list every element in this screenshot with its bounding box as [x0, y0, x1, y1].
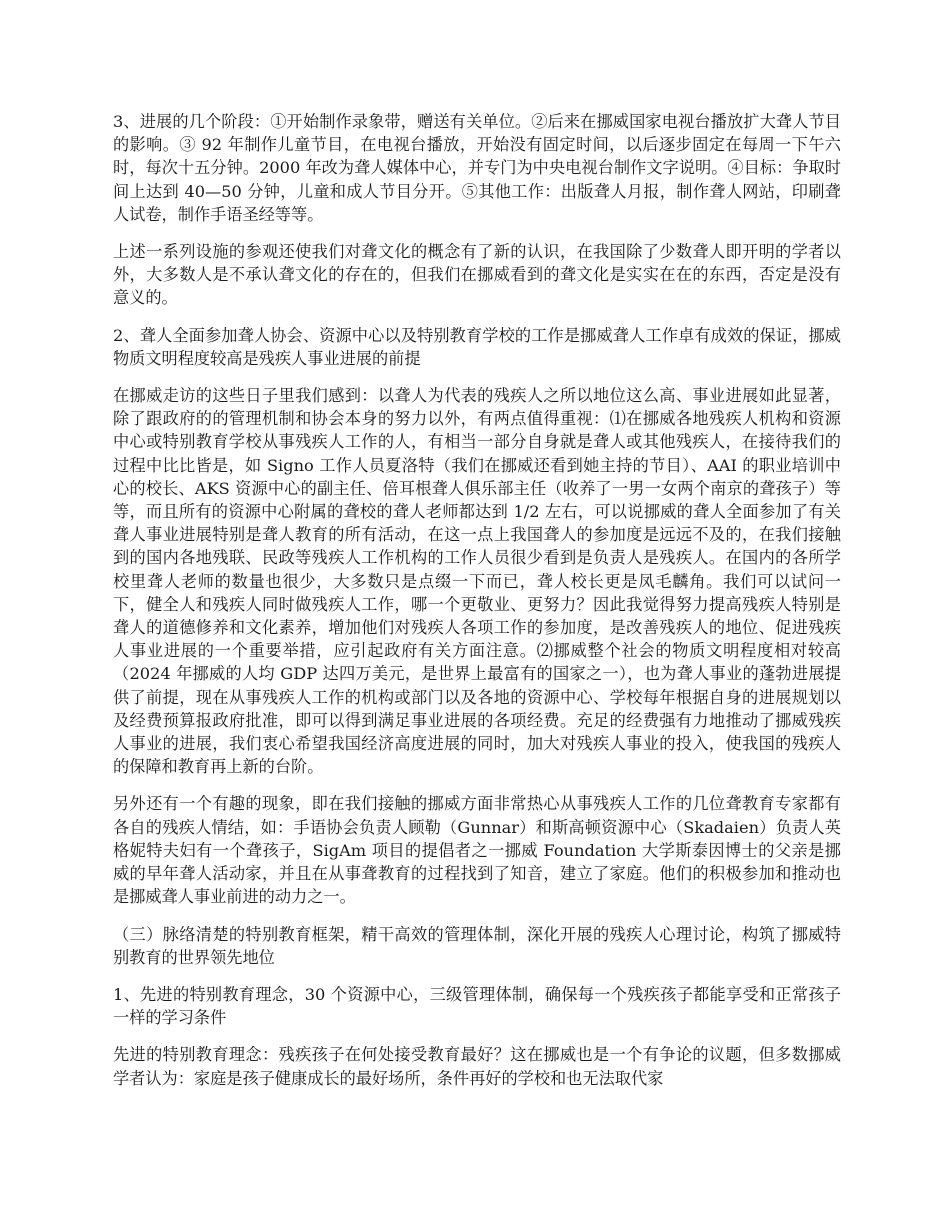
paragraph-education-philosophy: 先进的特别教育理念：残疾孩子在何处接受教育最好？这在挪威也是一个有争论的议题，但多数挪威学者认为：家庭是孩子健康成长的最好场所，条件再好的学校和也无法取代家 — [113, 1045, 841, 1088]
heading-deaf-participation: 2、聋人全面参加聋人协会、资源中心以及特别教育学校的工作是挪威聋人工作卓有成效的保证，挪威物质文明程度较高是残疾人事业进展的前提 — [113, 325, 841, 368]
paragraph-deaf-culture: 上述一系列设施的参观还使我们对聋文化的概念有了新的认识，在我国除了少数聋人即开明的学者以外，大多数人是不承认聋文化的存在的，但我们在挪威看到的聋文化是实实在在的东西，否定是没有意义的。 — [113, 242, 841, 308]
paragraph-interesting-phenomenon: 另外还有一个有趣的现象，即在我们接触的挪威方面非常热心从事残疾人工作的几位聋教育专家都有各自的残疾人情结，如：手语协会负责人顾勒（Gunnar）和斯高顿资源中心（Skadaien）负责人英格妮特夫妇有一个聋孩子，SigAm 项目的提倡者之一挪威 Foundation 大学斯泰因博士的父亲是挪威的早年聋人活动家，并且在从事聋教育的过程找到了知音，建立了家庭。他们的积极参加和推动也是挪威聋人事业前进的动力之一。 — [113, 794, 841, 907]
paragraph-stages: 3、进展的几个阶段：①开始制作录象带，赠送有关单位。②后来在挪威国家电视台播放扩大聋人节目的影响。③ 92 年制作儿童节目，在电视台播放，开始没有固定时间，以后逐步固定在每周一下午六时，每次十五分钟。2000 年改为聋人媒体中心，并专门为中央电视台制作文字说明。④目标：争取时间上达到 40—50 分钟，儿童和成人节目分开。⑤其他工作：出版聋人月报，制作聋人网站，印刷聋人试卷，制作手语圣经等等。 — [113, 112, 841, 224]
heading-section-three: （三）脉络清楚的特别教育框架，精干高效的管理体制，深化开展的残疾人心理讨论，构筑了挪威特别教育的世界领先地位 — [113, 924, 841, 967]
paragraph-observations: 在挪威走访的这些日子里我们感到：以聋人为代表的残疾人之所以地位这么高、事业进展如此显著，除了跟政府的的管理机制和协会本身的努力以外，有两点值得重视：⑴在挪威各地残疾人机构和资源中心或特别教育学校从事残疾人工作的人，有相当一部分自身就是聋人或其他残疾人，在接待我们的过程中比比皆是，如 Signo 工作人员夏洛特（我们在挪威还看到她主持的节目）、AAI 的职业培训中心的校长、AKS 资源中心的副主任、倍耳根聋人俱乐部主任（收养了一男一女两个南京的聋孩子）等等，而且所有的资源中心附属的聋校的聋人老师都达到 1/2 左右，可以说挪威的聋人全面参加了有关聋人事业进展特别是聋人教育的所有活动，在这一点上我国聋人的参加度是远远不及的，在我们接触到的国内各地残联、民政等残疾人工作机构的工作人员很少看到是负责人是残疾人。在国内的各所学校里聋人老师的数量也很少，大多数只是点缀一下而已，聋人校长更是凤毛麟角。我们可以试问一下，健全人和残疾人同时做残疾人工作，哪一个更敬业、更努力？因此我觉得努力提高残疾人特别是聋人的道德修养和文化素养，增加他们对残疾人各项工作的参加度，是改善残疾人的地位、促进残疾人事业进展的一个重要举措，应引起政府有关方面注意。⑵挪威整个社会的物质文明程度相对较高（2024 年挪威的人均 GDP 达四万美元，是世界上最富有的国家之一），也为聋人事业的蓬勃进展提供了前提，现在从事残疾人工作的机构或部门以及各地的资源中心、学校每年根据自身的进展规划以及经费预算报政府批准，即可以得到满足事业进展的各项经费。充足的经费强有力地推动了挪威残疾人事业的进展，我们衷心希望我国经济高度进展的同时，加大对残疾人事业的投入，使我国的残疾人的保障和教育再上新的台阶。 — [113, 386, 841, 777]
heading-resource-centers: 1、先进的特别教育理念，30 个资源中心，三级管理体制，确保每一个残疾孩子都能享受和正常孩子一样的学习条件 — [113, 984, 841, 1028]
document-body — [113, 110, 841, 1104]
